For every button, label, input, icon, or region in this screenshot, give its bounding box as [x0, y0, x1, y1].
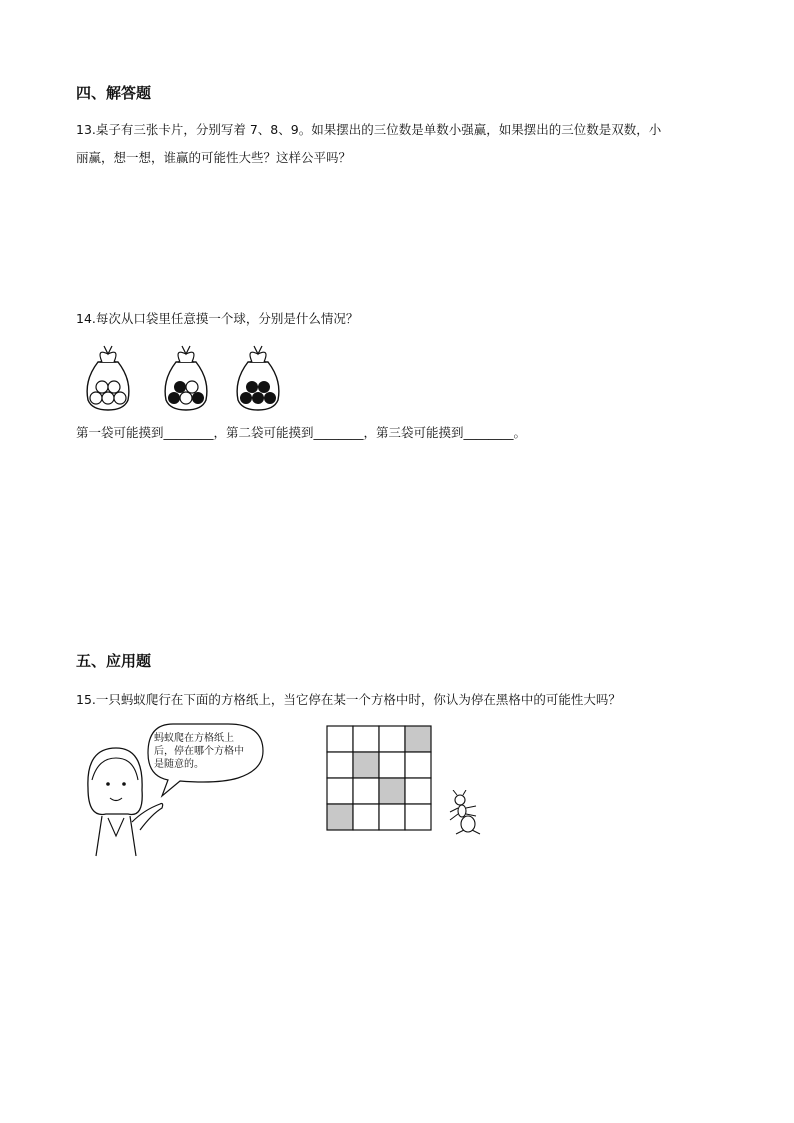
section-4-title: 四、解答题 [76, 84, 152, 102]
grid-cell [405, 804, 431, 830]
grid-cell [327, 778, 353, 804]
grid-cell-shaded [379, 778, 405, 804]
question-13-line-1: 13.桌子有三张卡片，分别写着 7、8、9。如果摆出的三位数是单数小强赢，如果摆出的三位数是双数，小 [76, 122, 662, 137]
grid-cell [353, 804, 379, 830]
question-14-prompt: 14.每次从口袋里任意摸一个球，分别是什么情况？ [76, 311, 359, 326]
speech-line-3: 是随意的。 [154, 759, 204, 770]
grid-cell-shaded [405, 726, 431, 752]
question-13 [76, 120, 726, 168]
grid-cell-shaded [327, 804, 353, 830]
bag-1-icon [87, 346, 129, 410]
grid-cell-shaded [353, 752, 379, 778]
grid-cell [327, 726, 353, 752]
section-5-title: 五、应用题 [76, 652, 152, 670]
grid-cell [379, 804, 405, 830]
grid-cell [379, 752, 405, 778]
grid-cell [327, 752, 353, 778]
grid-figure [325, 724, 435, 834]
speech-line-1: 蚂蚁爬在方格纸上 [154, 733, 234, 744]
grid-cell [353, 726, 379, 752]
speech-line-2: 后，停在哪个方格中 [154, 746, 244, 757]
question-14-answer-line: 第一袋可能摸到________，第二袋可能摸到________，第三袋可能摸到________。 [76, 425, 527, 440]
bag-2-icon [165, 346, 207, 410]
bags-figure [78, 340, 283, 412]
speech-text [154, 732, 264, 771]
ant-icon [446, 790, 486, 836]
grid-cell [405, 778, 431, 804]
question-15-prompt: 15.一只蚂蚁爬行在下面的方格纸上，当它停在某一个方格中时，你认为停在黑格中的可能性大吗？ [76, 692, 621, 707]
bag-3-icon [237, 346, 279, 410]
grid-cell [353, 778, 379, 804]
grid-cell [405, 752, 431, 778]
question-13-line-2: 丽赢，想一想，谁赢的可能性大些？这样公平吗？ [76, 150, 352, 165]
grid-cell [379, 726, 405, 752]
